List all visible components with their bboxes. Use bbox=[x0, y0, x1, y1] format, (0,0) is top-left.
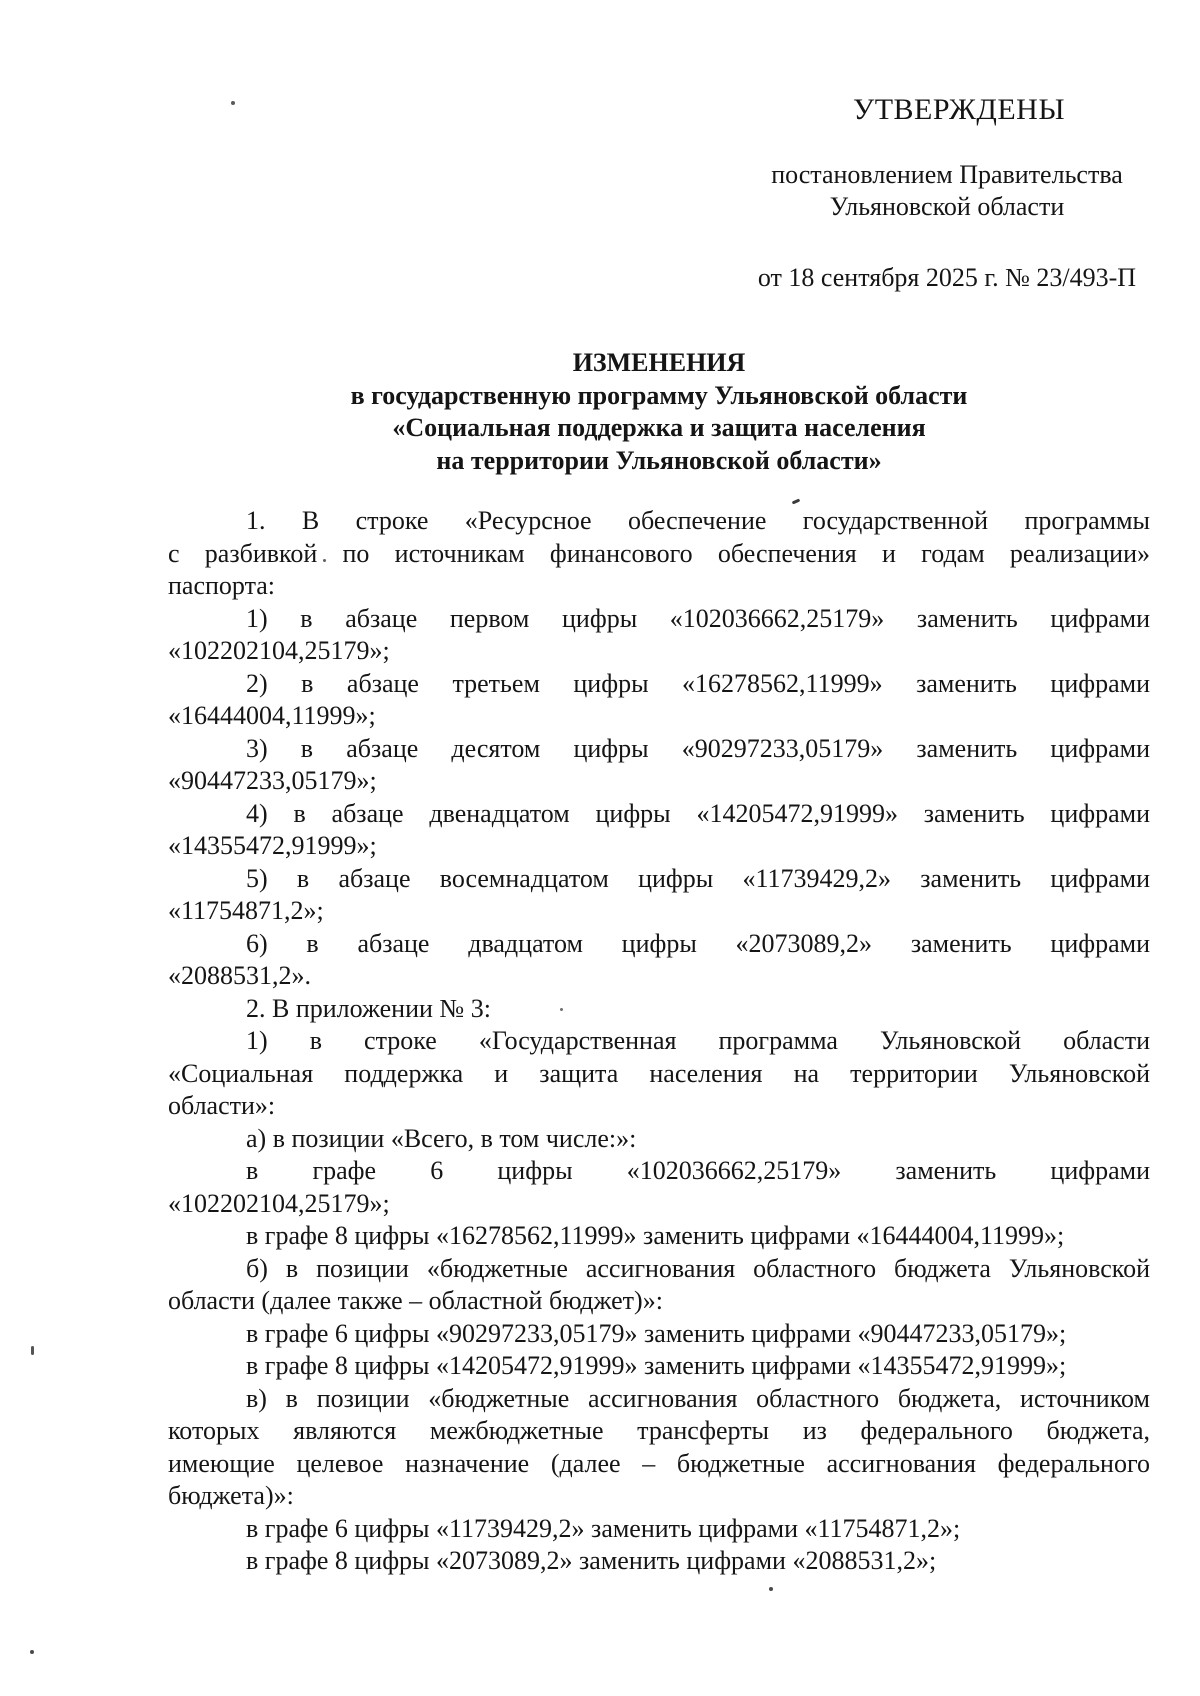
approval-by-line: постановлением Правительства bbox=[771, 159, 1123, 189]
body-line: «102202104,25179»; bbox=[168, 636, 390, 665]
body-line: в графе 8 цифры «16278562,11999» заменить цифрами «16444004,11999»; bbox=[246, 1221, 1065, 1250]
body-line: 4) в абзаце двенадцатом цифры «14205472,91999» заменить цифрами bbox=[246, 798, 1150, 828]
scan-artifact-accent bbox=[792, 499, 801, 505]
body-line: 5) в абзаце восемнадцатом цифры «11739429,2» заменить цифрами bbox=[246, 863, 1150, 893]
body-line: в графе 6 цифры «90297233,05179» заменить цифрами «90447233,05179»; bbox=[246, 1318, 1067, 1348]
body-line: 2. В приложении № 3: bbox=[246, 993, 491, 1023]
approval-by-line: Ульяновской области bbox=[829, 192, 1065, 221]
scan-artifact-dot bbox=[231, 101, 235, 105]
body-line: в графе 8 цифры «14205472,91999» заменить цифрами «14355472,91999»; bbox=[246, 1351, 1067, 1380]
body-line: «90447233,05179»; bbox=[168, 766, 377, 795]
title-line: на территории Ульяновской области» bbox=[436, 445, 882, 475]
body-line: «16444004,11999»; bbox=[168, 701, 376, 730]
body-line: паспорта: bbox=[168, 571, 276, 600]
document-title bbox=[168, 347, 1150, 477]
body-line: бюджета)»: bbox=[168, 1481, 294, 1510]
document-body bbox=[168, 505, 1150, 1578]
approval-block bbox=[745, 94, 1149, 294]
title-line: в государственную программу Ульяновской области bbox=[350, 380, 968, 410]
body-line: «102202104,25179»; bbox=[168, 1188, 390, 1218]
scan-artifact-dot bbox=[769, 1587, 773, 1591]
body-line: 1) в строке «Государственная программа Ульяновской области bbox=[246, 1026, 1150, 1055]
body-line: с разбивкой по источникам финансового обеспечения и годам реализации» bbox=[168, 538, 1150, 568]
scan-artifact-dot bbox=[30, 1650, 34, 1654]
body-line: «14355472,91999»; bbox=[168, 831, 377, 860]
body-line: 2) в абзаце третьем цифры «16278562,11999» заменить цифрами bbox=[246, 668, 1150, 698]
title-line: «Социальная поддержка и защита населения bbox=[392, 413, 926, 442]
title-line: ИЗМЕНЕНИЯ bbox=[572, 348, 746, 377]
body-line: 1. В строке «Ресурсное обеспечение государственной программы bbox=[246, 506, 1150, 535]
body-line: 1) в абзаце первом цифры «102036662,25179» заменить цифрами bbox=[246, 603, 1150, 633]
body-line: «Социальная поддержка и защита населения на территории Ульяновской bbox=[168, 1058, 1150, 1088]
body-line: в графе 6 цифры «11739429,2» заменить цифрами «11754871,2»; bbox=[246, 1513, 961, 1543]
body-line: 3) в абзаце десятом цифры «90297233,05179» заменить цифрами bbox=[246, 733, 1150, 763]
body-line: в графе 8 цифры «2073089,2» заменить цифрами «2088531,2»; bbox=[246, 1546, 937, 1575]
body-line: «11754871,2»; bbox=[168, 896, 324, 925]
body-line: которых являются межбюджетные трансферты из федерального бюджета, bbox=[168, 1416, 1150, 1445]
approval-by-lines bbox=[745, 159, 1149, 224]
scan-artifact-tick bbox=[31, 1346, 34, 1355]
body-line: а) в позиции «Всего, в том числе:»: bbox=[246, 1123, 637, 1153]
body-line: в) в позиции «бюджетные ассигнования областного бюджета, источником bbox=[246, 1383, 1150, 1413]
approved-label: УТВЕРЖДЕНЫ bbox=[852, 93, 1066, 126]
body-line: 6) в абзаце двадцатом цифры «2073089,2» заменить цифрами bbox=[246, 928, 1150, 958]
body-line: «2088531,2». bbox=[168, 961, 311, 990]
body-line: имеющие целевое назначение (далее – бюджетные ассигнования федерального bbox=[168, 1448, 1150, 1478]
body-line: области»: bbox=[168, 1091, 276, 1120]
approval-date-line: от 18 сентября 2025 г. № 23/493-П bbox=[757, 262, 1137, 292]
body-line: б) в позиции «бюджетные ассигнования областного бюджета Ульяновской bbox=[246, 1253, 1150, 1283]
body-line: области (далее также – областной бюджет)»: bbox=[168, 1286, 663, 1315]
body-line: в графе 6 цифры «102036662,25179» заменить цифрами bbox=[246, 1156, 1150, 1185]
